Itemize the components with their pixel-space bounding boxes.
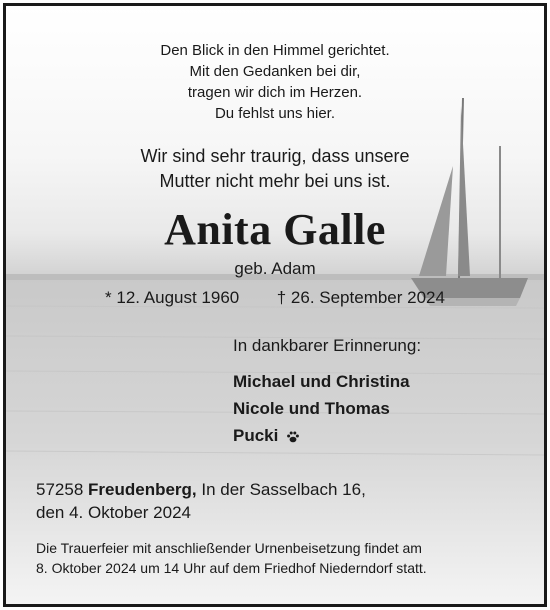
mourner-name: Nicole und Thomas bbox=[233, 399, 390, 418]
deceased-name: Anita Galle bbox=[164, 205, 386, 254]
birth-name: geb. Adam bbox=[234, 259, 316, 278]
postcode: 57258 bbox=[36, 480, 84, 499]
street: In der Sasselbach 16, bbox=[201, 480, 366, 499]
verse-line: Du fehlst uns hier. bbox=[214, 105, 336, 122]
date-line: den 4. Oktober 2024 bbox=[36, 503, 192, 522]
verse-line: tragen wir dich im Herzen. bbox=[187, 84, 363, 101]
death-date: † 26. September 2024 bbox=[276, 288, 445, 307]
address-line bbox=[36, 480, 366, 500]
paw-icon bbox=[286, 430, 300, 444]
funeral-notice-line: Die Trauerfeier mit anschließender Urnenbeisetzung findet am bbox=[36, 540, 422, 556]
message-line: Wir sind sehr traurig, dass unsere bbox=[140, 146, 410, 166]
verse-line: Den Blick in den Himmel gerichtet. bbox=[160, 42, 390, 59]
verse-line: Mit den Gedanken bei dir, bbox=[189, 63, 361, 80]
message-line: Mutter nicht mehr bei uns ist. bbox=[159, 171, 391, 191]
mourning-message bbox=[6, 144, 544, 194]
funeral-notice-line: 8. Oktober 2024 um 14 Uhr auf dem Friedhof Niederndorf statt. bbox=[36, 560, 427, 576]
mourner-name: Pucki bbox=[233, 426, 279, 445]
memory-heading: In dankbarer Erinnerung: bbox=[233, 336, 422, 355]
life-dates bbox=[6, 288, 544, 308]
birth-date: * 12. August 1960 bbox=[105, 288, 240, 307]
verse bbox=[6, 40, 544, 124]
obituary-frame bbox=[3, 3, 547, 607]
mourner-pet bbox=[233, 426, 300, 446]
city: Freudenberg, bbox=[88, 480, 197, 499]
mourner-name: Michael und Christina bbox=[233, 372, 410, 391]
